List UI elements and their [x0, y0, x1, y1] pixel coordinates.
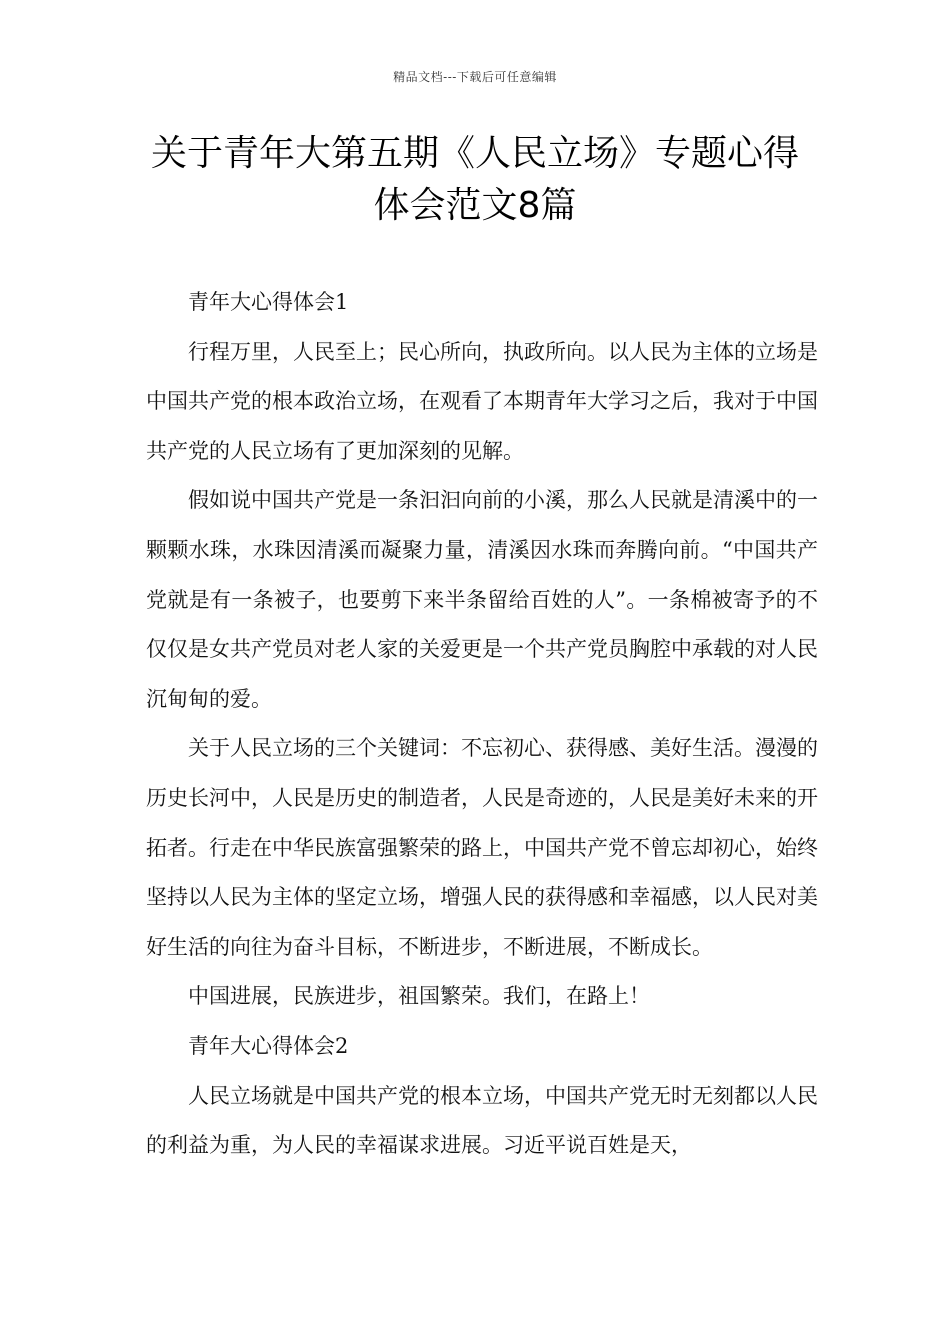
- paragraph: 中国进展，民族进步，祖国繁荣。我们，在路上！: [188, 984, 650, 1009]
- header-note: 精品文档---下载后可任意编辑: [393, 70, 557, 84]
- paragraph: 行程万里，人民至上；民心所向，执政所向。以人民为主体的立场是中国共产党的根本政治立场，在观看了本期青年大学习之后，我对于中国共产党的人民立场有了更加深刻的见解。: [146, 339, 818, 463]
- document-title: 关于青年大第五期《人民立场》专题心得体会范文8篇: [150, 133, 799, 226]
- section-heading-1: 青年大心得体会1: [188, 290, 349, 314]
- paragraph: 人民立场就是中国共产党的根本立场，中国共产党无时无刻都以人民的利益为重，为人民的幸福谋求进展。习近平说百姓是天，: [146, 1083, 818, 1158]
- paragraph: 假如说中国共产党是一条汩汩向前的小溪，那么人民就是清溪中的一颗颗水珠，水珠因清溪而凝聚力量，清溪因水珠而奔腾向前。“中国共产党就是有一条被子，也要剪下来半条留给百姓的人”。一条棉被寄予的不仅仅是女共产党员对老人家的关爱更是一个共产党员胸腔中承载的对人民沉甸甸的爱。: [146, 488, 818, 711]
- document-body: [146, 278, 818, 1171]
- section-heading-2: 青年大心得体会2: [188, 1033, 349, 1058]
- paragraph: 关于人民立场的三个关键词：不忘初心、获得感、美好生活。漫漫的历史长河中，人民是历史的制造者，人民是奇迹的，人民是美好未来的开拓者。行走在中华民族富强繁荣的路上，中国共产党不曾忘却初心，始终坚持以人民为主体的坚定立场，增强人民的获得感和幸福感，以人民对美好生活的向往为奋斗目标，不断进步，不断进展，不断成长。: [146, 736, 818, 959]
